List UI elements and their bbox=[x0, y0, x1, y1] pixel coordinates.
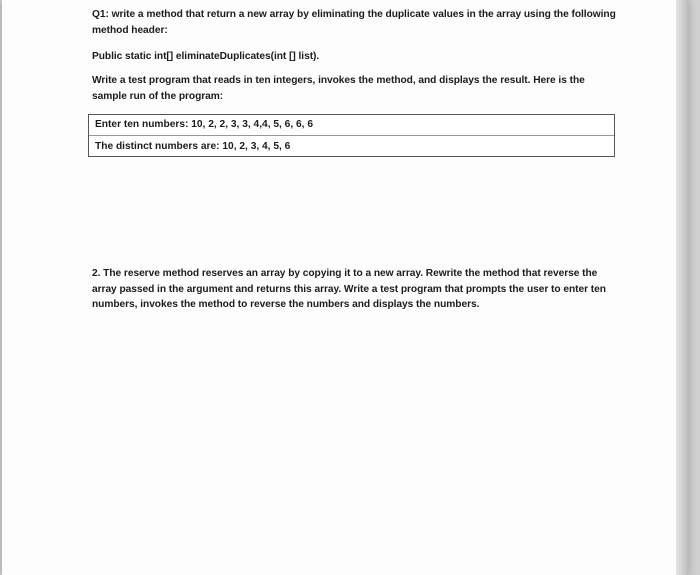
sample-output-line: The distinct numbers are: 10, 2, 3, 4, 5, 6 bbox=[95, 141, 291, 152]
question-2-text: 2. The reserve method reserves an array by copying it to a new array. Rewrite the method that reverse the array passed in the argument and returns this array. Write a test program that prompts the user to enter ten numbers, invokes the method to reverse the numbers and displays the numbers. bbox=[92, 268, 606, 310]
question-1-method-header: Public static int[] eliminateDuplicates(int [] list). bbox=[92, 51, 320, 62]
sample-divider bbox=[89, 135, 614, 136]
question-1-title: Q1: write a method that return a new array by eliminating the duplicate values in the array using the following method header: bbox=[92, 9, 616, 36]
page-edge-shadow bbox=[676, 0, 688, 575]
sample-input-line: Enter ten numbers: 10, 2, 2, 3, 3, 4,4, 5, 6, 6, 6 bbox=[95, 119, 313, 130]
question-1-test-program: Write a test program that reads in ten integers, invokes the method, and displays the result. Here is the sample run of the program: bbox=[92, 75, 585, 102]
sample-run-box bbox=[88, 114, 615, 157]
document-page bbox=[2, 0, 688, 575]
